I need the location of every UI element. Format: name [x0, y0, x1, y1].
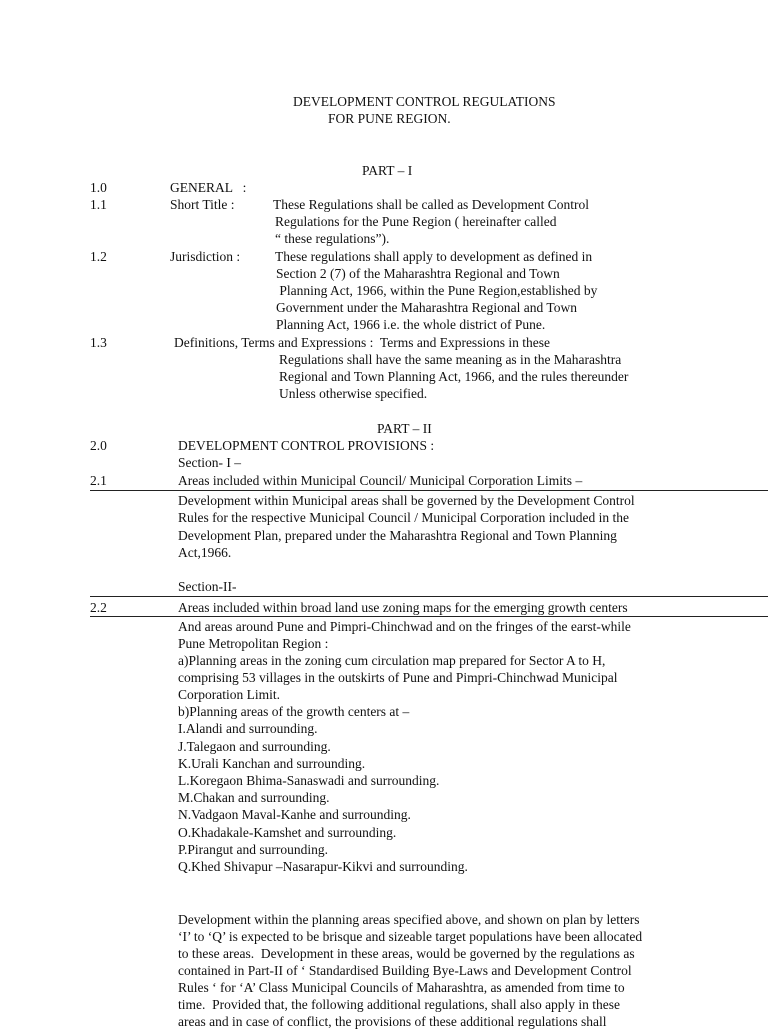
jurisdiction-text-4: Government under the Maharashtra Regional and Town [276, 300, 577, 315]
final-para-2: ‘I’ to ‘Q’ is expected to be brisque and sizeable target populations have been allocated [178, 929, 643, 944]
list-item-vadgaon-maval: N.Vadgaon Maval-Kanhe and surrounding. [178, 807, 411, 822]
s21-body-1: Development within Municipal areas shall be governed by the Development Control [178, 493, 635, 508]
s22-body-1: And areas around Pune and Pimpri-Chinchwad and on the fringes of the earst-while [178, 619, 631, 634]
s21-body-2: Rules for the respective Municipal Council / Municipal Corporation included in the [178, 510, 630, 525]
num-1-1: 1.1 [90, 197, 107, 212]
label-jurisdiction: Jurisdiction : [170, 249, 241, 264]
list-item-alandi: I.Alandi and surrounding. [178, 721, 318, 736]
section-2-label: Section-II- [178, 579, 237, 594]
title-line-1: DEVELOPMENT CONTROL REGULATIONS [293, 94, 556, 109]
s22-body-2: Pune Metropolitan Region : [178, 636, 329, 651]
num-1-2: 1.2 [90, 249, 107, 264]
jurisdiction-text-3: Planning Act, 1966, within the Pune Region,established by [276, 283, 598, 298]
short-title-text-3: “ these regulations”). [275, 231, 390, 246]
list-item-chakan: M.Chakan and surrounding. [178, 790, 330, 805]
list-item-pirangut: P.Pirangut and surrounding. [178, 842, 328, 857]
num-2-1: 2.1 [90, 473, 107, 488]
provisions-heading: DEVELOPMENT CONTROL PROVISIONS : [178, 438, 435, 453]
label-short-title: Short Title : [170, 197, 235, 212]
s22-body-4: comprising 53 villages in the outskirts of Pune and Pimpri-Chinchwad Municipal [178, 670, 618, 685]
definitions-text-1: Regulations shall have the same meaning as in the Maharashtra [279, 352, 622, 367]
list-item-koregaon-bhima: L.Koregaon Bhima-Sanaswadi and surrounding. [178, 773, 440, 788]
s21-body-3: Development Plan, prepared under the Maharashtra Regional and Town Planning [178, 528, 617, 543]
list-item-urali-kanchan: K.Urali Kanchan and surrounding. [178, 756, 366, 771]
title-line-2: FOR PUNE REGION. [328, 111, 451, 126]
num-2-2: 2.2 [90, 600, 107, 615]
label-general: GENERAL : [170, 180, 247, 195]
final-para-4: contained in Part-II of ‘ Standardised Building Bye-Laws and Development Control [178, 963, 632, 978]
definitions-text-2: Regional and Town Planning Act, 1966, and the rules thereunder [279, 369, 629, 384]
num-1-3: 1.3 [90, 335, 107, 350]
s22-body-5: Corporation Limit. [178, 687, 280, 702]
section-1-label: Section- I – [178, 455, 241, 470]
num-1-0: 1.0 [90, 180, 107, 195]
s22-body-6: b)Planning areas of the growth centers at – [178, 704, 410, 719]
part2-heading: PART – II [377, 421, 432, 436]
section-2-1-heading: Areas included within Municipal Council/ Municipal Corporation Limits – [178, 473, 583, 488]
final-para-7: areas and in case of conflict, the provisions of these additional regulations shall [178, 1014, 607, 1029]
divider-2-2 [90, 616, 768, 617]
final-para-6: time. Provided that, the following additional regulations, shall also apply in these [178, 997, 621, 1012]
divider-section-2 [90, 596, 768, 597]
divider-2-1 [90, 490, 768, 491]
s22-body-3: a)Planning areas in the zoning cum circulation map prepared for Sector A to H, [178, 653, 606, 668]
jurisdiction-text-1: These regulations shall apply to development as defined in [275, 249, 593, 264]
final-para-1: Development within the planning areas specified above, and shown on plan by letters [178, 912, 640, 927]
list-item-khed-shivapur: Q.Khed Shivapur –Nasarapur-Kikvi and surrounding. [178, 859, 468, 874]
num-2-0: 2.0 [90, 438, 107, 453]
section-2-2-heading: Areas included within broad land use zoning maps for the emerging growth centers [178, 600, 628, 615]
final-para-5: Rules ‘ for ‘A’ Class Municipal Councils of Maharashtra, as amended from time to [178, 980, 625, 995]
short-title-text-1: These Regulations shall be called as Development Control [273, 197, 590, 212]
jurisdiction-text-2: Section 2 (7) of the Maharashtra Regional and Town [276, 266, 560, 281]
part1-heading: PART – I [362, 163, 413, 178]
list-item-khadakale-kamshet: O.Khadakale-Kamshet and surrounding. [178, 825, 397, 840]
final-para-3: to these areas. Development in these areas, would be governed by the regulations as [178, 946, 635, 961]
definitions-text-3: Unless otherwise specified. [279, 386, 428, 401]
label-definitions: Definitions, Terms and Expressions : Terms and Expressions in these [174, 335, 550, 350]
jurisdiction-text-5: Planning Act, 1966 i.e. the whole district of Pune. [276, 317, 546, 332]
short-title-text-2: Regulations for the Pune Region ( hereinafter called [275, 214, 557, 229]
list-item-talegaon: J.Talegaon and surrounding. [178, 739, 331, 754]
s21-body-4: Act,1966. [178, 545, 232, 560]
